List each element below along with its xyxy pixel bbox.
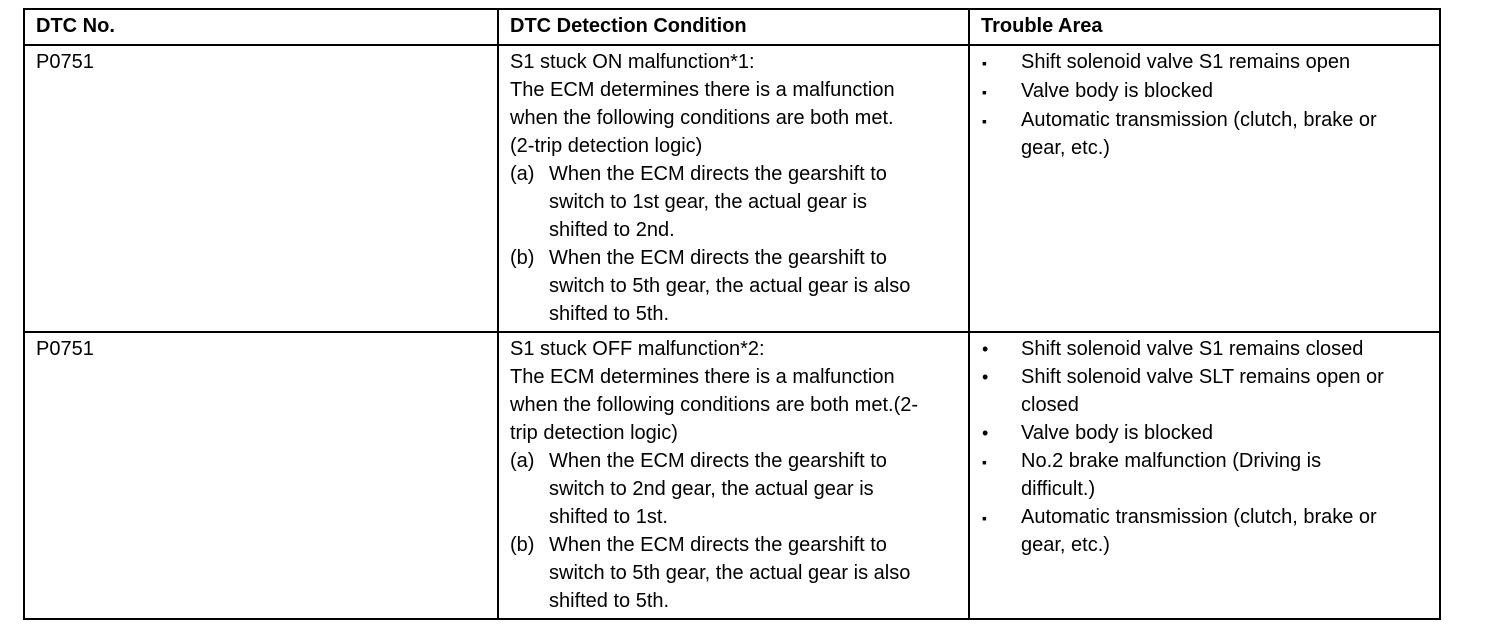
trouble-area-list — [981, 335, 1429, 559]
condition-line: when the following conditions are both met.(2- — [510, 394, 919, 416]
condition-line: The ECM determines there is a malfunction — [510, 366, 895, 388]
trouble-area-list — [981, 48, 1429, 162]
trouble-area-line: gear, etc.) — [1021, 137, 1110, 159]
trouble-area-text — [1021, 447, 1429, 503]
square-bullet-icon — [981, 503, 1021, 559]
subitem-line: shifted to 2nd. — [549, 219, 675, 241]
condition-line: S1 stuck ON malfunction*1: — [510, 51, 755, 73]
subitem-text — [549, 531, 958, 615]
condition-subitem — [510, 447, 958, 531]
trouble-area-line: Shift solenoid valve S1 remains closed — [1021, 338, 1364, 360]
trouble-area-line: Shift solenoid valve SLT remains open or — [1021, 366, 1384, 388]
condition-subitem — [510, 531, 958, 615]
subitem-line: When the ECM directs the gearshift to — [549, 450, 887, 472]
trouble-area-line: difficult.) — [1021, 478, 1096, 500]
list-item — [981, 363, 1429, 419]
list-item — [981, 106, 1429, 162]
round-bullet-icon — [981, 335, 1021, 363]
detection-condition-cell — [498, 332, 969, 619]
condition-line: The ECM determines there is a malfunction — [510, 79, 895, 101]
list-item — [981, 77, 1429, 106]
trouble-area-line: Automatic transmission (clutch, brake or — [1021, 109, 1377, 131]
trouble-area-line: gear, etc.) — [1021, 534, 1110, 556]
list-item — [981, 335, 1429, 363]
condition-line: when the following conditions are both met. — [510, 107, 894, 129]
subitem-line: shifted to 5th. — [549, 590, 670, 612]
round-bullet-icon — [981, 419, 1021, 447]
header-detection-condition: DTC Detection Condition — [498, 9, 969, 45]
condition-line: trip detection logic) — [510, 422, 678, 444]
square-bullet-icon — [981, 447, 1021, 503]
trouble-area-line: Valve body is blocked — [1021, 422, 1213, 444]
round-bullet-icon — [981, 363, 1021, 419]
header-trouble-area: Trouble Area — [969, 9, 1440, 45]
dtc-table — [23, 8, 1441, 620]
subitem-line: switch to 5th gear, the actual gear is also — [549, 562, 911, 584]
subitem-label: (b) — [510, 247, 535, 269]
trouble-area-text — [1021, 363, 1429, 419]
trouble-area-line: No.2 brake malfunction (Driving is — [1021, 450, 1322, 472]
header-dtc-no: DTC No. — [24, 9, 498, 45]
trouble-area-text — [1021, 503, 1429, 559]
detection-condition-cell — [498, 45, 969, 332]
trouble-area-cell — [969, 332, 1440, 619]
subitem-line: When the ECM directs the gearshift to — [549, 247, 887, 269]
square-bullet-icon — [981, 77, 1021, 106]
subitem-label: (b) — [510, 534, 535, 556]
condition-subitem — [510, 160, 958, 244]
subitem-line: switch to 2nd gear, the actual gear is — [549, 478, 874, 500]
condition-line: S1 stuck OFF malfunction*2: — [510, 338, 765, 360]
trouble-area-text — [1021, 419, 1429, 447]
header-row — [24, 9, 1440, 45]
square-bullet-icon — [981, 106, 1021, 162]
subitem-text — [549, 447, 958, 531]
subitem-line: When the ECM directs the gearshift to — [549, 163, 887, 185]
subitem-label: (a) — [510, 450, 535, 472]
trouble-area-line: closed — [1021, 394, 1079, 416]
table-row — [24, 45, 1440, 332]
condition-subitem — [510, 244, 958, 328]
subitem-line: switch to 1st gear, the actual gear is — [549, 191, 867, 213]
list-item — [981, 503, 1429, 559]
list-item — [981, 447, 1429, 503]
dtc-code-cell: P0751 — [24, 332, 498, 619]
trouble-area-text — [1021, 335, 1429, 363]
subitem-text — [549, 160, 958, 244]
dtc-code-cell: P0751 — [24, 45, 498, 332]
trouble-area-text — [1021, 106, 1429, 162]
trouble-area-text — [1021, 77, 1429, 106]
square-bullet-icon — [981, 48, 1021, 77]
subitem-line: shifted to 1st. — [549, 506, 668, 528]
subitem-line: shifted to 5th. — [549, 303, 670, 325]
subitem-line: switch to 5th gear, the actual gear is also — [549, 275, 911, 297]
list-item — [981, 48, 1429, 77]
condition-line: (2-trip detection logic) — [510, 135, 703, 157]
trouble-area-line: Automatic transmission (clutch, brake or — [1021, 506, 1377, 528]
subitem-line: When the ECM directs the gearshift to — [549, 534, 887, 556]
list-item — [981, 419, 1429, 447]
trouble-area-text — [1021, 48, 1429, 77]
table-row — [24, 332, 1440, 619]
trouble-area-line: Valve body is blocked — [1021, 80, 1213, 102]
trouble-area-line: Shift solenoid valve S1 remains open — [1021, 51, 1351, 73]
trouble-area-cell — [969, 45, 1440, 332]
subitem-text — [549, 244, 958, 328]
subitem-label: (a) — [510, 163, 535, 185]
